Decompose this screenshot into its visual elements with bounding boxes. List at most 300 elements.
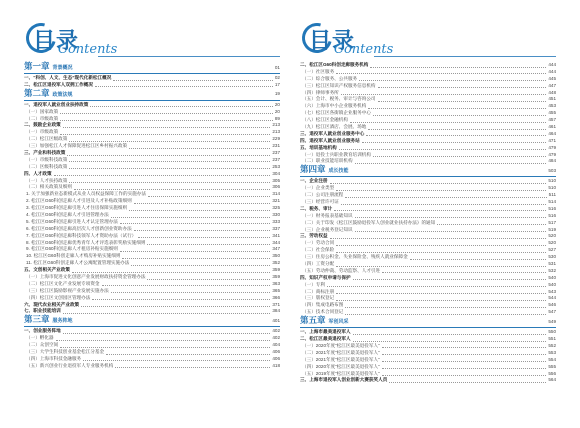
toc-page-number: 530	[548, 254, 556, 260]
toc-subsection[interactable]	[24, 205, 280, 212]
heading-chinese: 目录	[309, 29, 356, 54]
toc-entry-title-text: （一）社区服务	[302, 68, 335, 74]
dot-leader	[382, 361, 547, 362]
toc-entry-title-text: （二）综合服务、公共服务	[302, 75, 358, 81]
toc-chapter[interactable]	[24, 89, 280, 101]
dot-leader	[120, 223, 270, 224]
toc-page-number: 552	[548, 342, 556, 348]
toc-entry-title-text: （八）松江区金融机构	[302, 117, 348, 123]
toc-page-right	[300, 22, 556, 422]
toc-entry-title-text: （三）大学生科技创业基金松江分基金	[26, 349, 105, 355]
toc-subsection[interactable]	[24, 116, 280, 123]
toc-subsection[interactable]	[24, 109, 280, 116]
toc-entry-title-text: （二）松江区级政策	[26, 136, 68, 142]
toc-page-number: 406	[272, 349, 280, 355]
toc-subsection[interactable]	[24, 143, 280, 150]
toc-section[interactable]	[24, 102, 280, 109]
toc-page-number: 543	[548, 288, 556, 294]
toc-page-number: 321	[272, 198, 280, 204]
toc-subsection[interactable]	[24, 295, 280, 302]
toc-entry-title-text: （二）公司注册流程	[302, 192, 344, 198]
toc-page-number: 510	[548, 178, 556, 184]
toc-section[interactable]	[300, 138, 556, 145]
toc-page-number: 01	[274, 64, 280, 70]
toc-page-number: 540	[548, 274, 556, 280]
toc-subsection[interactable]	[300, 343, 556, 350]
toc-entry-title-text: （一）企业类型	[302, 185, 335, 191]
toc-entry-title	[300, 254, 408, 261]
toc-entry-title	[300, 199, 339, 206]
toc-page-number: 306	[272, 184, 280, 190]
toc-page-number: 406	[272, 355, 280, 361]
dot-leader	[60, 347, 270, 348]
toc-page-number: 253	[272, 163, 280, 169]
toc-chapter-subtitle: 服务阵地	[52, 318, 73, 325]
dot-leader	[69, 182, 270, 183]
dot-leader	[327, 286, 546, 287]
dot-leader	[81, 306, 270, 307]
toc-entry-title	[300, 357, 380, 364]
toc-entry-title-text: 7. 松江区G60科创走廊科技领军人才资助办法（试行）	[26, 232, 137, 238]
toc-entry-title-text: 三、上海市退役军人创业创新大赛获奖人员	[300, 377, 388, 383]
toc-entry-title-text: （五）技术合同登记	[302, 309, 344, 315]
toc-section[interactable]	[24, 302, 280, 309]
heading-english: Contents	[334, 42, 394, 57]
toc-page-number: 02	[274, 74, 280, 80]
toc-entry-title-text: 第五章	[300, 316, 326, 327]
toc-entry-title-text: 6. 松江区G60科创走廊高层次人才创新创业资助办法	[26, 225, 132, 231]
dot-leader	[336, 73, 546, 74]
dot-leader	[147, 244, 270, 245]
toc-entry-title-text: （四）律师事务所	[302, 89, 339, 95]
dot-leader	[382, 368, 547, 369]
toc-subsection[interactable]	[24, 157, 280, 164]
toc-subsection[interactable]	[300, 213, 556, 220]
toc-entry-title	[24, 102, 88, 109]
dot-leader	[131, 265, 270, 266]
dot-leader	[345, 314, 546, 315]
toc-subsection[interactable]	[300, 69, 556, 76]
toc-entry-title	[24, 226, 132, 233]
toc-entry-title	[300, 192, 343, 199]
toc-page-number: 550	[548, 329, 556, 335]
toc-subsection[interactable]	[300, 76, 556, 83]
dot-leader	[134, 203, 271, 204]
toc-page-number: 511	[548, 192, 556, 198]
dot-leader	[60, 113, 273, 114]
toc-entry-title-text: （二）相关政策及细则	[26, 184, 72, 190]
dot-leader	[90, 106, 273, 107]
toc-entry-title	[300, 69, 334, 76]
toc-entry-title	[24, 281, 100, 288]
toc-page-number: 555	[548, 363, 556, 369]
toc-section[interactable]	[300, 377, 556, 384]
toc-page-number: 531	[548, 261, 556, 267]
toc-page-number: 471	[548, 137, 556, 143]
dot-leader	[368, 108, 546, 109]
toc-entry-title	[300, 164, 349, 177]
dot-leader	[341, 204, 547, 205]
toc-entry-title	[300, 343, 380, 350]
toc-entry-title-text: （三）经营许可证	[302, 199, 339, 205]
toc-entry-title-text: 第三章	[24, 315, 50, 326]
toc-subsection[interactable]	[24, 281, 280, 288]
dot-leader	[336, 245, 546, 246]
dot-leader	[102, 285, 271, 286]
toc-entry-title-text: （四）集成电路布图	[302, 302, 344, 308]
toc-entry-title-text: 3. 松江区G60科创走廊引进人才住房保障实施细则	[26, 205, 128, 211]
toc-subsection[interactable]	[24, 349, 280, 356]
toc-subsection[interactable]	[300, 240, 556, 247]
toc-subsection[interactable]	[300, 282, 556, 289]
toc-entry-title	[300, 220, 435, 227]
toc-chapter[interactable]	[300, 316, 556, 328]
toc-entry-title-text: 8. 松江区G60科创走廊优秀青年人才评选表彰奖励实施细则	[26, 239, 146, 245]
toc-entry-title-text: 1. 关于加强新业态新模式从业人员权益保障工作的实施办法	[26, 191, 146, 197]
toc-page-number: 549	[548, 318, 556, 324]
toc-chapter[interactable]	[24, 62, 280, 74]
toc-page-number: 554	[548, 356, 556, 362]
dot-leader	[366, 135, 546, 136]
dot-leader	[138, 237, 270, 238]
toc-entry-title	[24, 109, 58, 116]
toc-section[interactable]	[300, 336, 556, 343]
toc-entry-title-text: 三、劳动权益	[300, 233, 328, 239]
dot-leader	[353, 341, 547, 342]
dot-leader	[69, 141, 270, 142]
toc-entry-title-text: 二、松江区最美退役军人	[300, 336, 351, 342]
toc-page-number: 551	[548, 336, 556, 342]
toc-page-number: 325	[272, 205, 280, 211]
toc-entry-title-text: （四）2020年度“松江区最美退役军人”	[302, 363, 380, 369]
toc-entry-title	[24, 150, 65, 157]
toc-page-number: 404	[272, 342, 280, 348]
toc-entry-title-text: 五、培训基地机构	[300, 144, 337, 150]
toc-page-number: 520	[548, 233, 556, 239]
toc-page-number: 544	[548, 295, 556, 301]
toc-entry-title	[300, 261, 334, 268]
toc-page-number: 553	[548, 349, 556, 355]
toc-entry-title	[24, 143, 127, 150]
toc-page-number: 213	[272, 122, 280, 128]
toc-page-number: 231	[272, 143, 280, 149]
dot-leader	[69, 168, 270, 169]
toc-subsection[interactable]	[24, 233, 280, 240]
toc-entry-title	[24, 212, 109, 219]
toc-entry-title-text: 一、企业注册	[300, 178, 328, 184]
dot-leader	[389, 382, 546, 383]
toc-entry-title-text: （五）2019年度“松江区最美退役军人”	[302, 370, 380, 376]
toc-entry-title	[24, 157, 67, 164]
toc-entry-title-text: （四）松江区文创园区管理办法	[26, 294, 91, 300]
toc-section[interactable]	[300, 145, 556, 152]
toc-entry-title-text: （一）上海市促进文化创意产业发展财政扶持资金管理办法	[26, 274, 146, 280]
toc-page-number: 532	[548, 267, 556, 273]
toc-page-number: 479	[548, 144, 556, 150]
toc-subsection[interactable]	[300, 199, 556, 206]
toc-section[interactable]	[24, 75, 280, 82]
toc-entry-title-text: （七）松江区各街镇企业服务中心	[302, 110, 371, 116]
toc-page-number: 517	[548, 219, 556, 225]
toc-section[interactable]	[300, 178, 556, 185]
toc-page-number: 237	[272, 150, 280, 155]
toc-page-number: 402	[272, 328, 280, 334]
toc-subsection[interactable]	[24, 226, 280, 233]
toc-entry-title	[24, 267, 70, 274]
toc-entry-title	[24, 61, 73, 74]
toc-page-number: 352	[272, 260, 280, 266]
toc-page-number: 330	[272, 212, 280, 218]
toc-entry-title-text: （二）职业技能培训机构	[302, 158, 353, 164]
dot-leader	[410, 259, 547, 260]
toc-entry-title-text: 三、产业和科技政策	[24, 150, 66, 155]
dot-leader	[115, 367, 270, 368]
toc-subsection[interactable]	[300, 227, 556, 234]
toc-entry-title	[300, 83, 376, 90]
dot-leader	[336, 293, 546, 294]
toc-entry-title-text: 四、知识产权申请与保护	[300, 274, 351, 280]
toc-entry-title-text: （五）新兴创业行业退役军人专业服务机构	[26, 362, 114, 368]
toc-subsection[interactable]	[300, 364, 556, 371]
toc-subsection[interactable]	[300, 220, 556, 227]
toc-page-number: 455	[548, 110, 556, 116]
toc-entry-title-text: 一、创业服务阵地	[24, 328, 61, 334]
toc-page-number: 20	[274, 108, 280, 114]
toc-entry-title-text: （三）松江区知识产权服务信息机构	[302, 82, 376, 88]
dot-leader	[60, 120, 273, 121]
toc-entry-title-text: 10. 松江区G60科创走廊人才购房补贴实施细则	[26, 253, 121, 259]
toc-entry-title	[24, 88, 73, 101]
dot-leader	[341, 94, 547, 95]
toc-entry-title	[300, 282, 325, 289]
toc-page-number: 546	[548, 302, 556, 308]
toc-subsection[interactable]	[24, 356, 280, 363]
toc-page-number: 547	[548, 309, 556, 315]
toc-entry-title	[24, 164, 67, 171]
toc-entry-title-text: 二、松江区退役军人双拥工作概况	[24, 81, 93, 87]
toc-entry-title	[300, 213, 353, 220]
toc-page-number: 17	[274, 81, 280, 87]
toc-subsection[interactable]	[24, 363, 280, 370]
toc-page-number: 359	[272, 267, 280, 273]
toc-page-number: 510	[548, 185, 556, 191]
dot-leader	[56, 340, 271, 341]
toc-entry-title-text: （一）2020年度“松江区最美退役军人”	[302, 342, 380, 348]
toc-subsection[interactable]	[24, 335, 280, 342]
dot-leader	[92, 299, 270, 300]
toc-entry-title	[300, 76, 357, 83]
toc-entry-title	[300, 138, 360, 145]
toc-page-number: 514	[548, 199, 556, 205]
toc-subsection[interactable]	[300, 357, 556, 364]
toc-entry-title-text: （四）工资分配	[302, 261, 335, 267]
dot-leader	[134, 230, 271, 231]
toc-chapter-subtitle: 军创风采	[328, 319, 349, 326]
toc-chapter[interactable]	[300, 165, 556, 177]
toc-page-number: 556	[548, 370, 556, 376]
toc-entry-title-text: （六）上海市中小企业服务机构	[302, 103, 367, 109]
toc-page-number: 347	[272, 246, 280, 252]
toc-entry-title-text: （一）退役士兵职业教育培训机构	[302, 151, 371, 157]
dot-leader	[54, 175, 271, 176]
toc-page-number: 20	[274, 101, 280, 107]
toc-subsection[interactable]	[300, 192, 556, 199]
toc-entry-title	[24, 349, 104, 356]
toc-section[interactable]	[300, 233, 556, 240]
toc-section[interactable]	[24, 150, 280, 157]
toc-entry-title-text: 一、上海市最美退役军人	[300, 329, 351, 335]
dot-leader	[83, 360, 270, 361]
heading-rule	[374, 56, 556, 57]
toc-entry-title-text: （二）社会保险	[302, 247, 335, 253]
dot-leader	[382, 375, 547, 376]
toc-entry-title-text: 一、“科创、人文、生态”现代化新松江概况	[24, 74, 112, 80]
toc-entry-title-text: 三、退役军人就业创业服务中心	[300, 130, 365, 136]
toc-entry-title-text: （一）市级科技政策	[26, 156, 68, 162]
toc-page-number: 484	[548, 158, 556, 164]
toc-subsection[interactable]	[300, 254, 556, 261]
dot-leader	[111, 292, 271, 293]
toc-entry-title-text: （二）市级政策	[26, 115, 59, 121]
dot-leader	[362, 142, 547, 143]
toc-subsection[interactable]	[24, 212, 280, 219]
dot-leader	[147, 279, 270, 280]
dot-leader	[122, 258, 270, 259]
dot-leader	[355, 231, 547, 232]
toc-entry-title	[300, 336, 351, 343]
dot-leader	[60, 134, 270, 135]
toc-page-number: 402	[272, 335, 280, 341]
dot-leader	[67, 155, 270, 156]
toc-entry-title	[300, 364, 380, 371]
toc-entry-title	[300, 315, 349, 328]
toc-entry-title	[300, 350, 380, 357]
toc-entry-title-text: 五、文创相关产业政策	[24, 267, 70, 273]
toc-subsection[interactable]	[300, 350, 556, 357]
toc-section[interactable]	[300, 62, 556, 69]
dot-leader	[355, 163, 547, 164]
toc-subsection[interactable]	[300, 261, 556, 268]
toc-entry-title	[24, 219, 118, 226]
heading-rule	[98, 56, 280, 57]
toc-entry-title	[24, 314, 73, 327]
toc-page-number: 89	[274, 115, 280, 121]
toc-section[interactable]	[300, 275, 556, 282]
dot-leader	[437, 224, 546, 225]
toc-subsection[interactable]	[300, 289, 556, 296]
toc-page-number: 363	[272, 280, 280, 286]
toc-page-number: 365	[272, 287, 280, 293]
toc-entry-title-text: （三）版权登记	[302, 295, 335, 301]
dot-leader	[330, 183, 547, 184]
toc-subsection[interactable]	[24, 274, 280, 281]
toc-subsection[interactable]	[24, 288, 280, 295]
toc-page-number: 344	[272, 239, 280, 245]
dot-leader	[111, 217, 271, 218]
dot-leader	[106, 354, 270, 355]
toc-section[interactable]	[24, 122, 280, 129]
toc-entry-title-text: （二）2021年度“松江区最美退役军人”	[302, 349, 380, 355]
toc-page-number: 503	[548, 167, 556, 173]
toc-chapter[interactable]	[24, 315, 280, 327]
dot-leader	[353, 334, 547, 335]
dot-leader	[378, 87, 547, 88]
toc-entry-title-text: （一）市级政策	[26, 129, 59, 135]
dot-leader	[382, 347, 547, 348]
toc-entry-title-text: 第四章	[300, 165, 326, 176]
toc-subsection[interactable]	[300, 268, 556, 275]
dot-leader	[336, 300, 546, 301]
toc-page-number: 457	[548, 117, 556, 123]
toc-entry-title	[24, 171, 52, 178]
toc-entry-title-text: （一）财务报表基础知识	[302, 212, 353, 218]
toc-entry-title-text: （一）孵化器	[26, 335, 54, 341]
dot-leader	[148, 196, 270, 197]
toc-subsection[interactable]	[300, 83, 556, 90]
toc-subsection[interactable]	[24, 164, 280, 171]
toc-page-number: 337	[272, 225, 280, 231]
toc-page-number: 341	[272, 232, 280, 238]
toc-page-number: 464	[548, 130, 556, 136]
toc-page-number: 516	[548, 212, 556, 218]
toc-page-number: 418	[272, 362, 280, 368]
toc-page-number: 213	[272, 129, 280, 135]
dot-leader	[345, 307, 546, 308]
toc-entry-title-text: （五）会计、税务、审计与咨询公司	[302, 96, 376, 102]
toc-section[interactable]	[24, 328, 280, 335]
toc-page-number: 314	[272, 191, 280, 197]
toc-section[interactable]	[300, 206, 556, 213]
toc-page-number: 453	[548, 103, 556, 109]
toc-entry-title-text: 四、退役军人就业创业服务站	[300, 137, 360, 143]
toc-entry-title	[300, 131, 364, 138]
toc-entry-title	[300, 206, 332, 213]
dot-leader	[336, 190, 546, 191]
toc-page-number: 350	[272, 253, 280, 259]
toc-page-left	[24, 22, 280, 422]
dot-leader	[382, 354, 547, 355]
toc-entry-title	[24, 205, 127, 212]
toc-page-number: 451	[548, 96, 556, 102]
toc-entry-title-text: （三）松江区鼓励影视产业发展实施办法	[26, 287, 109, 293]
toc-page-number: 371	[272, 301, 280, 307]
toc-page-number: 19	[274, 91, 280, 97]
toc-entry-title-text: 六、现代农业相关产业政策	[24, 301, 80, 307]
toc-page-number: 237	[272, 156, 280, 162]
dot-leader	[345, 197, 546, 198]
toc-subsection[interactable]	[300, 124, 556, 131]
dot-leader	[72, 272, 270, 273]
toc-entry-title-text: （五）劳动仲裁、劳动监察、人才引进	[302, 267, 381, 273]
toc-subsection[interactable]	[24, 219, 280, 226]
toc-section[interactable]	[24, 267, 280, 274]
dot-leader	[370, 67, 546, 68]
toc-entry-title	[300, 62, 368, 69]
dot-leader	[368, 129, 546, 130]
toc-section[interactable]	[24, 171, 280, 178]
dot-leader	[129, 148, 270, 149]
toc-entry-title-text: （三）加强松江人才保障促进松江区乡村振兴政策	[26, 143, 128, 149]
toc-entry-title-text: 一、退役军人就业创业扶持政策	[24, 101, 89, 107]
dot-leader	[336, 266, 546, 267]
heading-chinese: 目录	[33, 29, 80, 54]
toc-subsection[interactable]	[300, 117, 556, 124]
toc-entry-title-text: （四）上海市科技金融服务	[26, 355, 82, 361]
toc-section[interactable]	[300, 131, 556, 138]
toc-entry-title	[300, 145, 337, 152]
toc-entry-title-text: 二、松江区G60科创走廊服务机构	[300, 61, 369, 67]
toc-page-number: 333	[272, 218, 280, 224]
